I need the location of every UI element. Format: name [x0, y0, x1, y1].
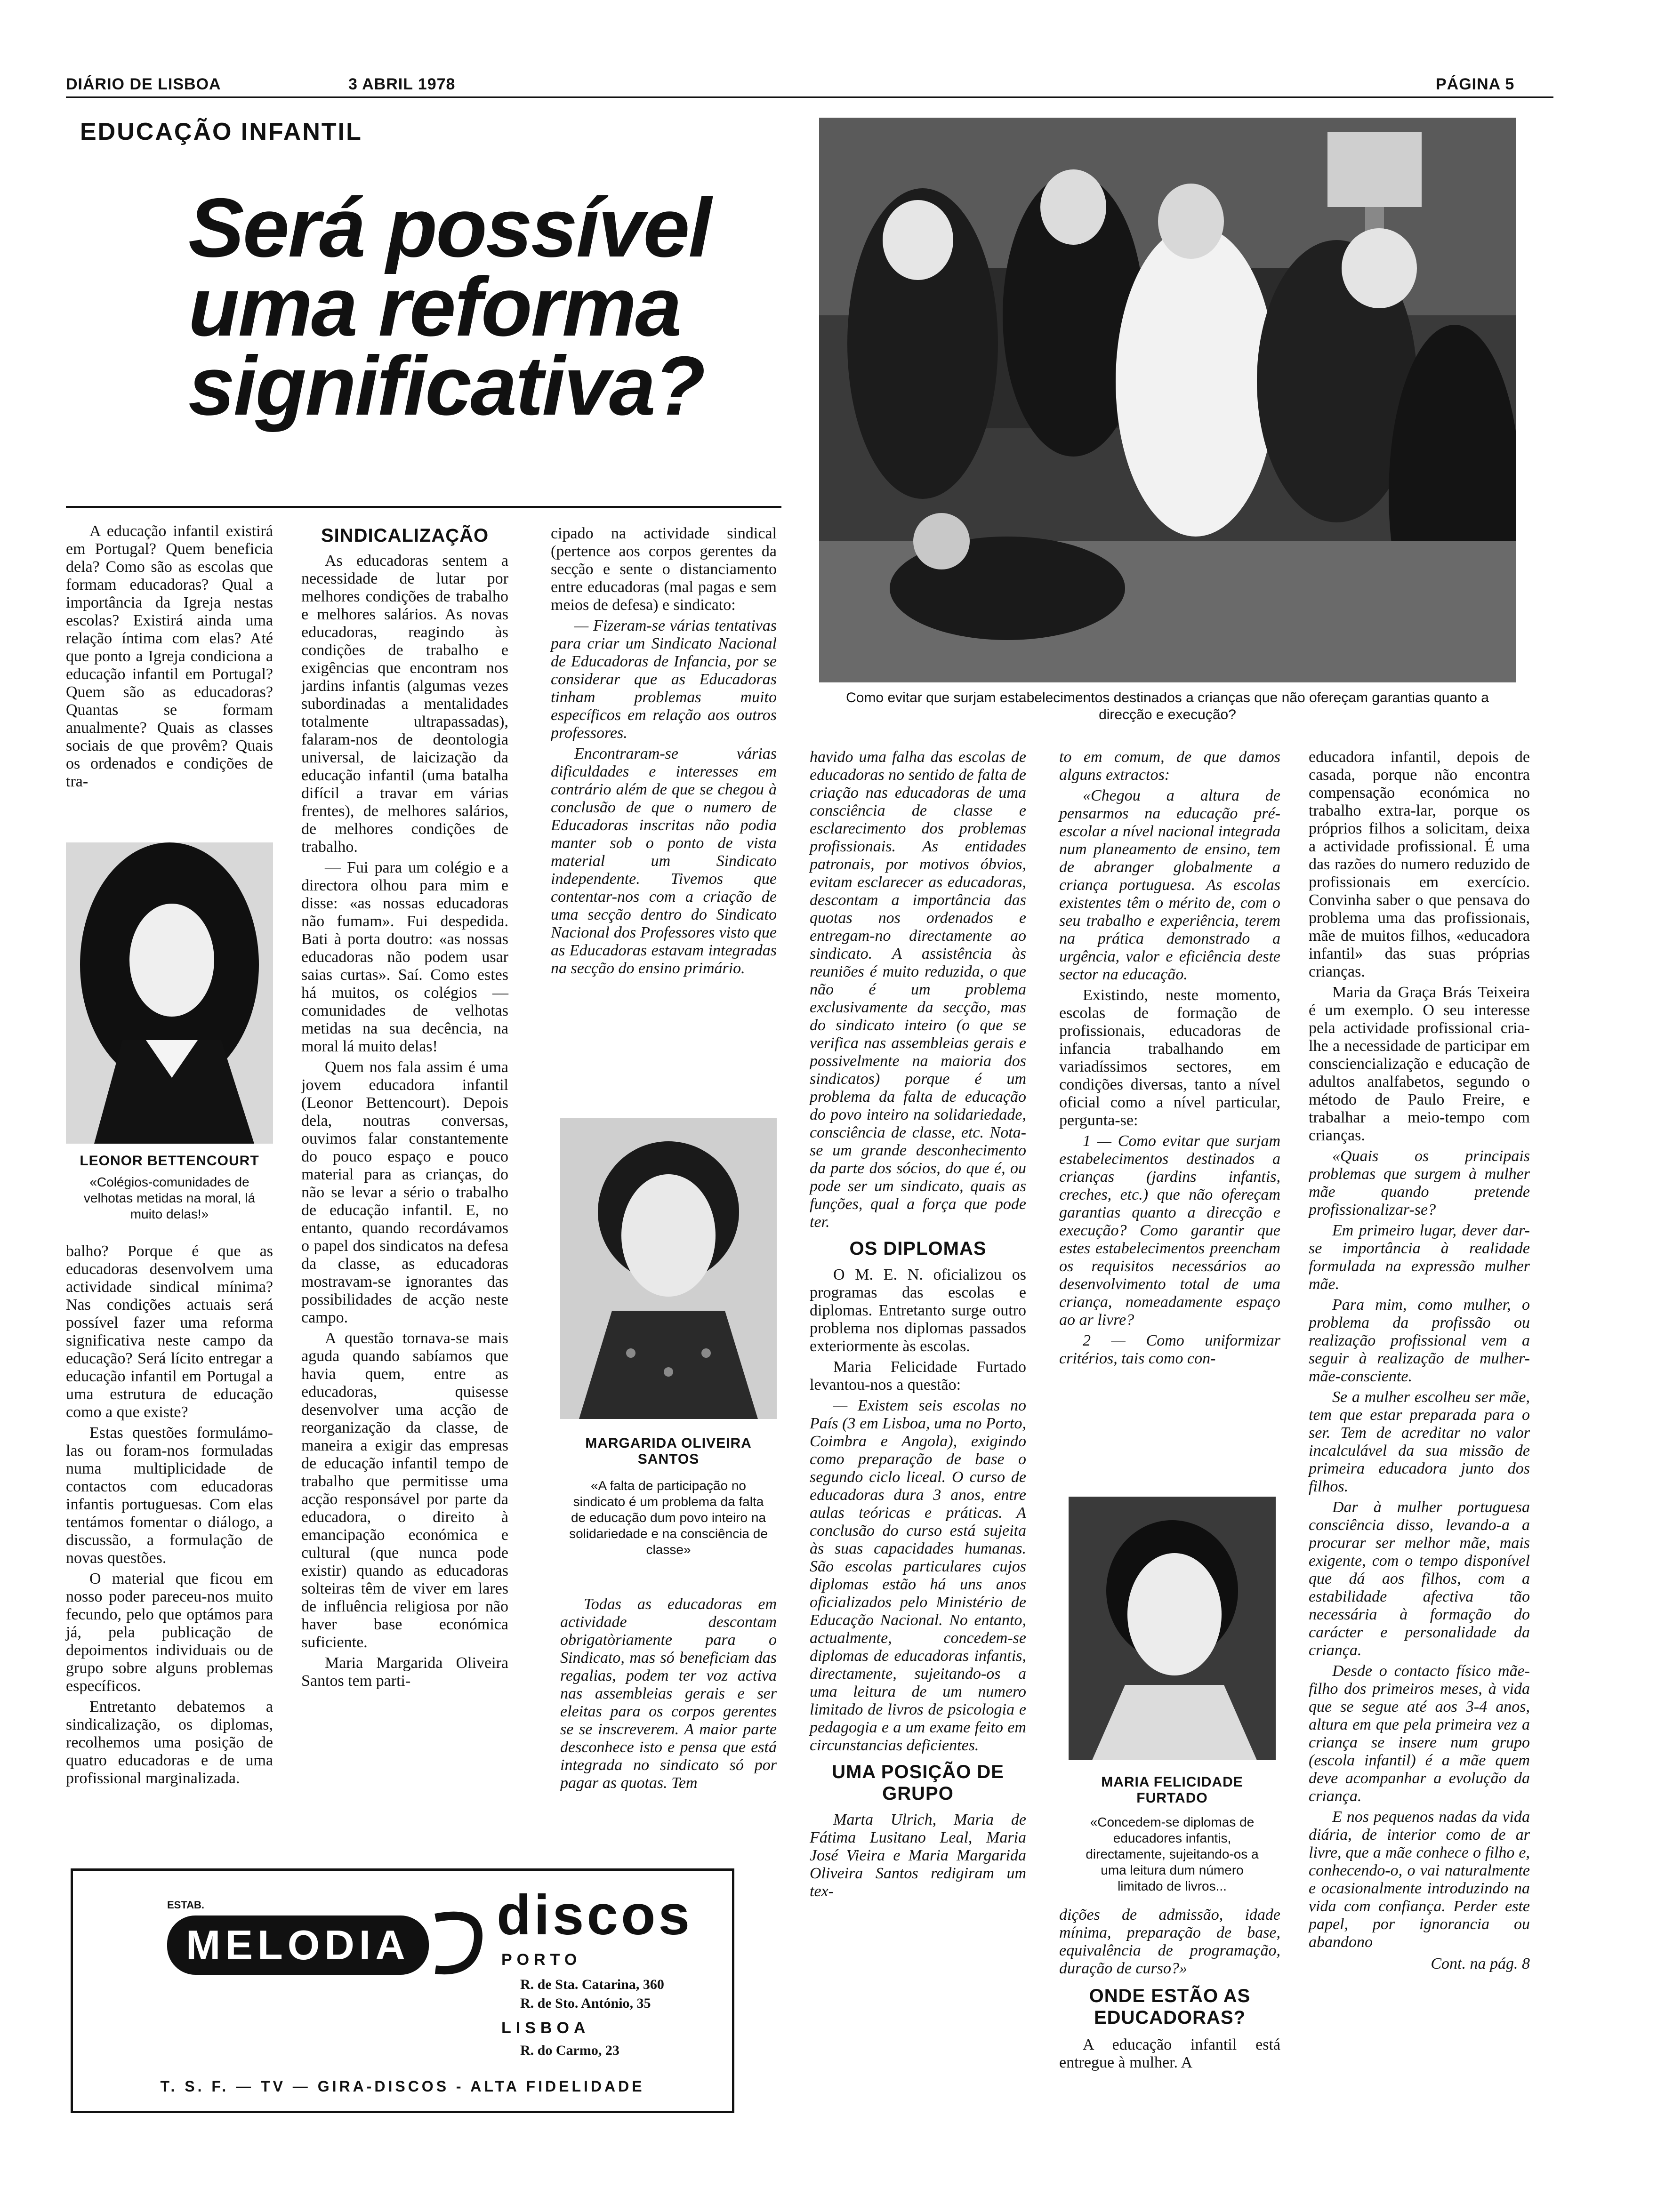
paragraph: A questão tornava-se mais aguda quando sabíamos que havia quem, entre as educadoras, quisesse desenvolver uma acção de reorganização da classe, de maneira a exigir das empresas de educação infantil tempo de trabalho que permitisse uma acção responsável por parte da educadora, o direito à emancipação económica e cultural (que nunca pode existir) quando as educadoras solteiras têm de viver em lares de influência religiosa por não haver base económica suficiente. — [301, 1330, 508, 1651]
paragraph: Desde o contacto físico mãe-filho dos primeiros meses, à vida que se segue até aos 3-4 anos, altura em que pela primeira vez a criança se insere num grupo (escola infantil) é a mãe quem deve acompanhar a evolução da criança. — [1309, 1662, 1530, 1805]
subhead-os-diplomas: OS DIPLOMAS — [849, 1238, 987, 1259]
portrait-photo — [1069, 1497, 1276, 1760]
section-label: EDUCAÇÃO INFANTIL — [80, 118, 362, 145]
paragraph: Maria Felicidade Furtado levantou-nos a questão: — [810, 1358, 1026, 1394]
headline-line-3: significativa? — [188, 339, 704, 433]
subhead-uma-posicao-de-grupo: UMA POSIÇÃO DE GRUPO — [832, 1762, 1004, 1804]
portrait-leonor — [66, 842, 273, 1144]
paragraph: O material que ficou em nosso poder pareceu-nos muito fecundo, pelo que optámos para já, pela publicação de depoimentos individuais ou de grupo sobre alguns problemas específicos. — [66, 1570, 273, 1695]
portrait-name-leonor: LEONOR BETTENCOURT — [80, 1153, 259, 1169]
paragraph: educadora infantil, depois de casada, porque não encontra compensação económica no trabalho extra-lar, porque os próprios filhos a solicitam, deixa a actividade profissional. É uma das razões do numero reduzido de profissionais em exercício. Convinha saber o que pensava do problema uma das profissionais, mãe de muitos filhos, «educadora infantil» das suas próprias crianças. — [1309, 748, 1530, 980]
paragraph: Todas as educadoras em actividade descontam obrigatòriamente para o Sindicato, mas só beneficiam das regalias, podem ter voz activa nas assembleias gerais e ser eleitas para os corpos gerentes se se inscreverem. A maior parte desconhece isto e pensa que está integrada no sindicato só por pagar as quotas. Tem — [560, 1595, 777, 1792]
paragraph: O M. E. N. oficializou os programas das escolas e diplomas. Entretanto surge outro problema nos diplomas passados exteriormente às escolas. — [810, 1266, 1026, 1355]
column-5-bottom — [1059, 1906, 1280, 2075]
main-photo-caption: Como evitar que surjam estabelecimentos destinados a crianças que não ofereçam garantias quanto a direcção e execução? — [846, 690, 1489, 722]
paragraph: cipado na actividade sindical (pertence aos corpos gerentes da secção e sente o distanciamento entre educadoras (mal pagas e sem meios de defesa) e sindicato: — [551, 525, 777, 614]
newspaper-name: DIÁRIO DE LISBOA — [66, 75, 221, 93]
paragraph: «Chegou a altura de pensarmos na educação pré-escolar a nível nacional integrada num planeamento de ensino, tem de abranger globalmente a criança portuguesa. As escolas existentes têm o mérito de, com o seu trabalho e experiência, terem na prática demonstrado a urgência, valor e eficiência deste sector na educação. — [1059, 787, 1280, 983]
headline-line-1: Será possível — [188, 181, 710, 274]
paragraph: Quem nos fala assim é uma jovem educadora infantil (Leonor Bettencourt). Depois dela, noutras conversas, ouvimos falar constantemente do pouco espaço e pouco material para as crianças, do não se levar a sério o trabalho de educação infantil. E, no entanto, quando recordávamos o papel dos sindicatos na defesa da classe, as educadoras mostravam-se ignorantes das possibilidades de acção neste campo. — [301, 1058, 508, 1326]
headline-line-2: uma reforma — [188, 260, 681, 353]
paragraph: 1 — Como evitar que surjam estabelecimentos destinados a crianças (jardins infantis, creches, etc.) que não ofereçam garantias quanto a direcção e execução? Como garantir que estes estabelecimentos preencham os requisitos necessários ao desenvolvimento total de uma criança, nomeadamente espaço ao ar livre? — [1059, 1132, 1280, 1329]
column-1-top — [66, 522, 273, 793]
portrait-quote-maria-felicidade: «Concedem-se diplomas de educadores infantis, directamente, sujeitando-os a uma leitura dum número limitado de livros... — [1086, 1815, 1259, 1893]
ad-footer-line: T. S. F. — TV — GIRA-DISCOS - ALTA FIDELIDADE — [160, 2078, 645, 2095]
paragraph: — Fui para um colégio e a directora olhou para mim e disse: «as nossas educadoras não fumam». Fui despedida. Bati à porta doutro: «as nossas educadoras não podem usar saias curtas». Saí. Como estes há muitos, os colégios — comunidades de velhotas metidas na sua decência, na moral lá muito delas! — [301, 859, 508, 1055]
portrait-name-margarida: MARGARIDA OLIVEIRA SANTOS — [585, 1435, 752, 1467]
paragraph: Dar à mulher portuguesa consciência disso, levando-a a procurar ser melhor mãe, mais exigente, com o tempo disponível que dá aos filhos, com a estabilidade afectiva tão necessária à formação do carácter e personalidade da criança. — [1309, 1499, 1530, 1659]
paragraph: havido uma falha das escolas de educadoras no sentido de falta de criação nas educadoras de uma consciência de classe e esclarecimento dos problemas profissionais. As entidades patronais, por motivos óbvios, evitam esclarecer as educadoras, descontam a importância das quotas nos ordenados e entregam-no directamente ao sindicato. A assistência às reuniões é muito reduzida, o que não é um problema exclusivamente da secção, mas do sindicato inteiro (o que se verifica nas assembleias gerais e possivelmente na maioria dos sindicatos) porque é um problema da falta de educação do povo inteiro na solidariedade, consciência de classe, etc. Nota-se um grande desconhecimento da parte dos sócios, do que é, ou pode ser um sindicato, quais as funções, qual a força que pode ter. — [810, 748, 1026, 1231]
portrait-photo — [560, 1118, 777, 1419]
column-5-top — [1059, 748, 1280, 1370]
paragraph: — Existem seis escolas no País (3 em Lisboa, uma no Porto, Coimbra e Angola), exigindo como preparação de base o segundo ciclo liceal. O curso de educadoras dura 3 anos, entre aulas teóricas e práticas. A conclusão do curso está sujeita às suas capacidades humanas. São escolas particulares cujos diplomas estão há uns anos oficializados pelo Ministério de Educação Nacional. No entanto, actualmente, concedem-se diplomas de educadoras infantis, directamente, sujeitando-os a uma leitura de um numero limitado de livros de psicologia e pedagogia e a um exame feito em circunstancias deficientes. — [810, 1397, 1026, 1754]
paragraph: Entretanto debatemos a sindicalização, os diplomas, recolhemos uma posição de quatro educadoras e de uma profissional marginalizada. — [66, 1698, 273, 1787]
portrait-maria-felicidade — [1069, 1497, 1276, 1760]
ad-estab-label: ESTAB. — [167, 1899, 205, 1911]
ad-city-porto: PORTO — [501, 1951, 582, 1969]
subhead-onde-estao: ONDE ESTÃO AS EDUCADORAS? — [1089, 1986, 1251, 2028]
portrait-margarida — [560, 1118, 777, 1419]
portrait-quote-margarida: «A falta de participação no sindicato é um problema da falta de educação dum povo inteiro na solidariedade e na consciência de classe» — [569, 1478, 768, 1557]
headline — [188, 181, 800, 433]
paragraph: dições de admissão, idade mínima, preparação de base, equivalência de programação, duração de curso?» — [1059, 1906, 1280, 1977]
paragraph: «Quais os principais problemas que surgem à mulher mãe quando pretende profissionalizar-se? — [1309, 1147, 1530, 1218]
ad-brand-logo: MELODIA — [167, 1915, 429, 1975]
column-1-body — [66, 1242, 273, 1790]
column-4 — [810, 748, 1026, 1903]
column-3-body — [560, 1595, 777, 1795]
paragraph: Maria da Graça Brás Teixeira é um exemplo. O seu interesse pela actividade profissional cria-lhe a necessidade de participar em consciencialização e educação de adultos analfabetos, segundo o método de Paulo Freire, e trabalhar a meio-tempo com crianças. — [1309, 984, 1530, 1144]
paragraph: Em primeiro lugar, dever dar-se importância à realidade formulada na expressão mulher mãe. — [1309, 1222, 1530, 1293]
ad-brand-swoosh — [431, 1899, 487, 1984]
issue-date: 3 ABRIL 1978 — [348, 75, 456, 93]
column-2 — [301, 525, 508, 1693]
header-rule — [66, 96, 1553, 98]
paragraph: As educadoras sentem a necessidade de lutar por melhores condições de trabalho e melhores salários. As novas educadoras, reagindo às condições de trabalho e exigências que encontram nos jardins infantis (algumas vezes subordinadas a mentalidades totalmente ultrapassadas), falaram-nos de deontologia universal, de laicização da educação infantil (uma batalha difícil a travar em várias frentes), de melhores salários, de melhores condições de trabalho. — [301, 552, 508, 856]
paragraph: Marta Ulrich, Maria de Fátima Lusitano Leal, Maria José Vieira e Maria Margarida Oliveira Santos redigiram um tex- — [810, 1811, 1026, 1900]
paragraph: Encontraram-se várias dificuldades e interesses em contrário além de que se chegou à conclusão de que o numero de Educadoras inscritas não podia manter sob o ponto de vista material um Sindicato independente. Tivemos que contentar-nos com a criação de uma secção dentro do Sindicato Nacional dos Professores visto que as Educadoras estavam integradas na secção do ensino primário. — [551, 745, 777, 977]
main-photo — [819, 118, 1516, 682]
ad-lisboa-address: R. do Carmo, 23 — [520, 2043, 619, 2058]
page-label: PÁGINA 5 — [1436, 75, 1515, 93]
paragraph: to em comum, de que damos alguns extractos: — [1059, 748, 1280, 784]
paragraph: Estas questões formulámo-las ou foram-nos formuladas numa multiplicidade de contactos com educadoras infantis portuguesas. Com elas tentámos fomentar o diálogo, a discussão, a formulação de novas questões. — [66, 1424, 273, 1567]
paragraph: A educação infantil está entregue à mulher. A — [1059, 2036, 1280, 2071]
paragraph: — Fizeram-se várias tentativas para criar um Sindicato Nacional de Educadoras de Infancia, por se considerar que as Educadoras tinham problemas muito específicos em relação aos outros professores. — [551, 617, 777, 742]
group-of-women-photo — [819, 118, 1516, 682]
ad-porto-address-2: R. de Sto. António, 35 — [520, 1996, 651, 2011]
subhead-sindicalizacao: SINDICALIZAÇÃO — [321, 525, 489, 546]
paragraph: Maria Margarida Oliveira Santos tem parti- — [301, 1654, 508, 1690]
continued-reference: Cont. na pág. 8 — [1431, 1955, 1530, 1972]
paragraph: balho? Porque é que as educadoras desenvolvem uma actividade sindical mínima? Nas condições actuais será possível fazer uma reforma significativa neste campo da educação? Será lícito entregar a educação infantil em Portugal a uma estrutura de educação como a que existe? — [66, 1242, 273, 1421]
paragraph: 2 — Como uniformizar critérios, tais como con- — [1059, 1332, 1280, 1367]
paragraph: Para mim, como mulher, o problema da profissão ou realização profissional vem a seguir à realização de mulher-mãe-consciente. — [1309, 1296, 1530, 1385]
portrait-name-maria-felicidade: MARIA FELICIDADE FURTADO — [1101, 1774, 1243, 1806]
melodia-advert — [71, 1868, 734, 2113]
ad-porto-address-1: R. de Sta. Catarina, 360 — [520, 1977, 664, 1992]
headline-rule — [66, 506, 781, 508]
intro-paragraph: A educação infantil existirá em Portugal? Quem beneficia dela? Como são as escolas que formam educadoras? Qual a importância da Igreja nestas escolas? Existirá ainda uma relação íntima com elas? Até que ponto a Igreja condiciona a educação infantil em Portugal? Quem são as educadoras? Quantas se formam anualmente? Quais as classes sociais de que provêm? Quais os ordenados e condições de tra- — [66, 522, 273, 790]
ad-discos-title: discos — [497, 1883, 693, 1947]
ad-city-lisboa: LISBOA — [501, 2019, 590, 2037]
column-6 — [1309, 748, 1530, 1973]
portrait-quote-leonor: «Colégios-comunidades de velhotas metidas na moral, lá muito delas!» — [83, 1175, 256, 1221]
paragraph: E nos pequenos nadas da vida diária, de interior como de ar livre, que a mãe conhece o filho e, conhecendo-o, o vai naturalmente e ocasionalmente introduzindo na vida com confiança. Perder este papel, por ignorancia ou abandono — [1309, 1808, 1530, 1951]
portrait-photo — [66, 842, 273, 1144]
column-3-top — [551, 525, 777, 980]
paragraph: Se a mulher escolheu ser mãe, tem que estar preparada para o ser. Tem de acreditar no valor incalculável da sua missão de primeira educadora junto dos filhos. — [1309, 1388, 1530, 1495]
paragraph: Existindo, neste momento, escolas de formação de profissionais, educadoras de infancia trabalhando em variadíssimos sectores, em condições diversas, tanto a nível oficial como a nível particular, pergunta-se: — [1059, 986, 1280, 1129]
